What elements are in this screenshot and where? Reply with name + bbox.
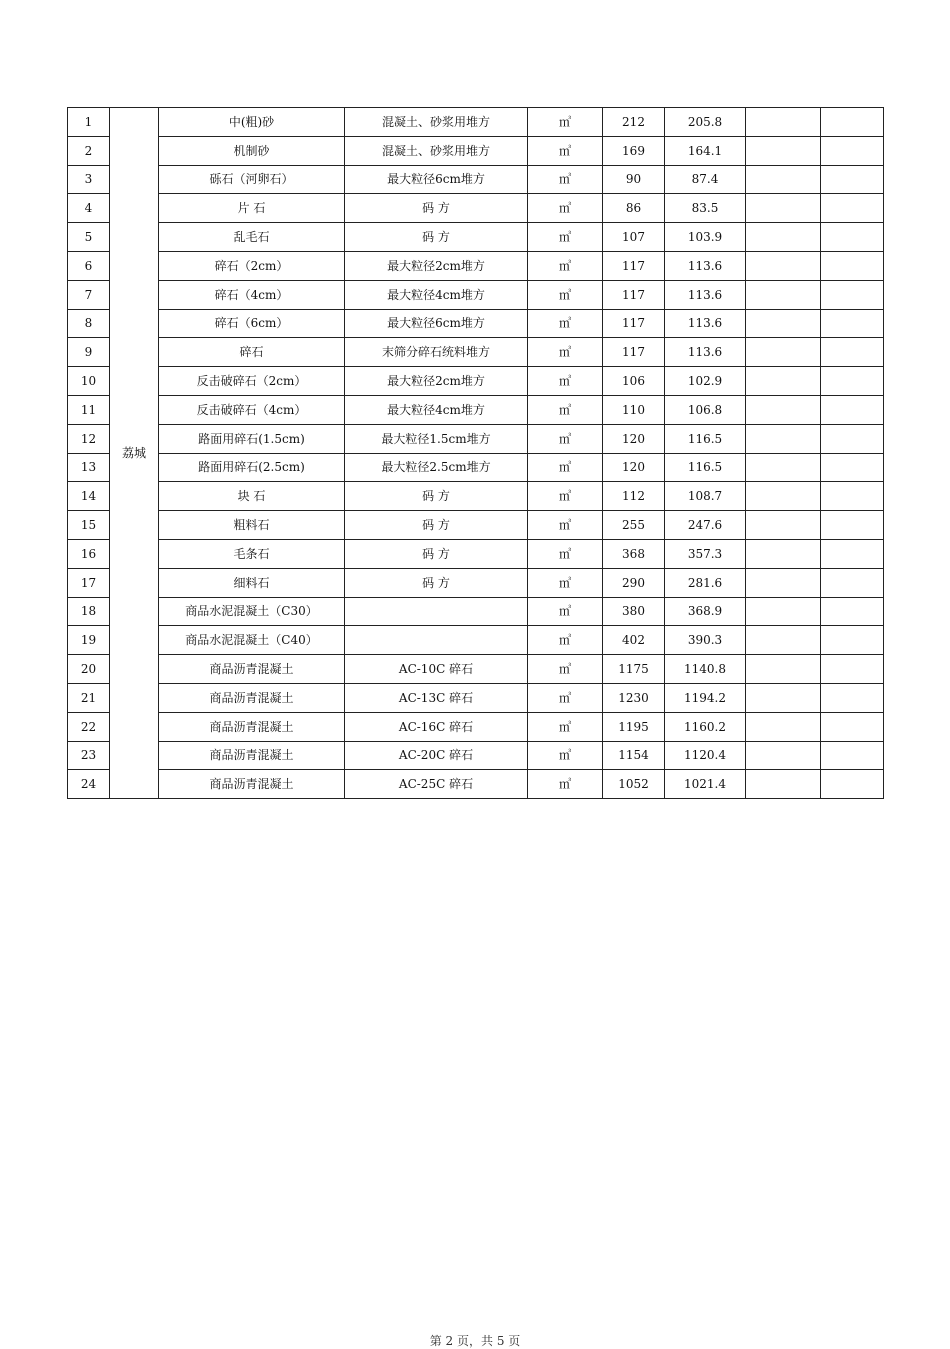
row-number-cell: 1 [68,108,110,137]
row-number-cell: 7 [68,280,110,309]
price-b-cell: 1160.2 [665,712,746,741]
extra-col-1-cell [746,683,821,712]
material-name-cell: 商品水泥混凝土（C30） [159,597,345,626]
unit-cell: ㎥ [528,223,603,252]
material-name-cell: 粗料石 [159,511,345,540]
table-row [68,511,884,540]
material-spec-cell: 末筛分碎石统料堆方 [345,338,528,367]
price-a-cell: 86 [603,194,665,223]
material-name-cell: 商品水泥混凝土（C40） [159,626,345,655]
material-name-cell: 反击破碎石（2cm） [159,367,345,396]
extra-col-2-cell [821,683,884,712]
price-a-cell: 117 [603,309,665,338]
row-number-cell: 5 [68,223,110,252]
row-number-cell: 3 [68,165,110,194]
price-a-cell: 380 [603,597,665,626]
unit-cell: ㎥ [528,194,603,223]
unit-cell: ㎥ [528,712,603,741]
extra-col-2-cell [821,251,884,280]
material-spec-cell: 混凝土、砂浆用堆方 [345,108,528,137]
price-b-cell: 1140.8 [665,655,746,684]
material-spec-cell: 码 方 [345,568,528,597]
extra-col-2-cell [821,223,884,252]
table-row [68,338,884,367]
material-name-cell: 片 石 [159,194,345,223]
extra-col-1-cell [746,712,821,741]
material-spec-cell: AC-20C 碎石 [345,741,528,770]
row-number-cell: 19 [68,626,110,655]
row-number-cell: 9 [68,338,110,367]
row-number-cell: 11 [68,395,110,424]
unit-cell: ㎥ [528,424,603,453]
material-spec-cell: 最大粒径6cm堆方 [345,309,528,338]
unit-cell: ㎥ [528,165,603,194]
unit-cell: ㎥ [528,683,603,712]
price-b-cell: 1120.4 [665,741,746,770]
extra-col-1-cell [746,108,821,137]
material-spec-cell: 最大粒径6cm堆方 [345,165,528,194]
extra-col-1-cell [746,223,821,252]
price-a-cell: 120 [603,424,665,453]
table-row [68,251,884,280]
row-number-cell: 12 [68,424,110,453]
price-b-cell: 113.6 [665,338,746,367]
material-spec-cell [345,597,528,626]
unit-cell: ㎥ [528,568,603,597]
extra-col-1-cell [746,136,821,165]
price-a-cell: 120 [603,453,665,482]
extra-col-2-cell [821,568,884,597]
extra-col-1-cell [746,280,821,309]
price-a-cell: 1175 [603,655,665,684]
material-name-cell: 商品沥青混凝土 [159,712,345,741]
price-a-cell: 402 [603,626,665,655]
row-number-cell: 4 [68,194,110,223]
table-row [68,626,884,655]
price-b-cell: 108.7 [665,482,746,511]
extra-col-2-cell [821,482,884,511]
material-name-cell: 商品沥青混凝土 [159,770,345,799]
table-row [68,367,884,396]
unit-cell: ㎥ [528,251,603,280]
price-b-cell: 103.9 [665,223,746,252]
row-number-cell: 18 [68,597,110,626]
material-price-table [67,107,884,799]
table-row [68,108,884,137]
material-spec-cell: 混凝土、砂浆用堆方 [345,136,528,165]
table-row [68,194,884,223]
material-spec-cell: AC-10C 碎石 [345,655,528,684]
extra-col-1-cell [746,309,821,338]
price-b-cell: 113.6 [665,280,746,309]
price-b-cell: 106.8 [665,395,746,424]
extra-col-1-cell [746,482,821,511]
row-number-cell: 22 [68,712,110,741]
table-row [68,165,884,194]
price-a-cell: 169 [603,136,665,165]
row-number-cell: 10 [68,367,110,396]
extra-col-2-cell [821,655,884,684]
price-a-cell: 368 [603,539,665,568]
extra-col-1-cell [746,539,821,568]
page-footer: 第 2 页，共 5 页 [429,1334,521,1348]
extra-col-2-cell [821,539,884,568]
table-row [68,482,884,511]
material-name-cell: 碎石（4cm） [159,280,345,309]
table-row [68,568,884,597]
extra-col-1-cell [746,770,821,799]
price-b-cell: 390.3 [665,626,746,655]
table-row [68,712,884,741]
unit-cell: ㎥ [528,655,603,684]
price-a-cell: 212 [603,108,665,137]
table-row [68,223,884,252]
extra-col-2-cell [821,712,884,741]
unit-cell: ㎥ [528,395,603,424]
unit-cell: ㎥ [528,626,603,655]
row-number-cell: 8 [68,309,110,338]
price-a-cell: 255 [603,511,665,540]
extra-col-2-cell [821,597,884,626]
extra-col-2-cell [821,511,884,540]
price-a-cell: 107 [603,223,665,252]
price-a-cell: 117 [603,280,665,309]
row-number-cell: 21 [68,683,110,712]
extra-col-1-cell [746,395,821,424]
row-number-cell: 6 [68,251,110,280]
extra-col-2-cell [821,741,884,770]
material-name-cell: 商品沥青混凝土 [159,683,345,712]
price-b-cell: 281.6 [665,568,746,597]
unit-cell: ㎥ [528,108,603,137]
extra-col-1-cell [746,453,821,482]
table-row [68,597,884,626]
material-spec-cell: 码 方 [345,194,528,223]
extra-col-2-cell [821,136,884,165]
table-row [68,136,884,165]
price-b-cell: 1194.2 [665,683,746,712]
material-name-cell: 中(粗)砂 [159,108,345,137]
extra-col-2-cell [821,309,884,338]
extra-col-1-cell [746,194,821,223]
unit-cell: ㎥ [528,280,603,309]
material-spec-cell: 最大粒径4cm堆方 [345,395,528,424]
row-number-cell: 23 [68,741,110,770]
table-row [68,741,884,770]
price-a-cell: 90 [603,165,665,194]
row-number-cell: 13 [68,453,110,482]
material-name-cell: 毛条石 [159,539,345,568]
table-row [68,395,884,424]
price-a-cell: 1052 [603,770,665,799]
extra-col-1-cell [746,511,821,540]
material-name-cell: 反击破碎石（4cm） [159,395,345,424]
unit-cell: ㎥ [528,482,603,511]
unit-cell: ㎥ [528,338,603,367]
price-b-cell: 205.8 [665,108,746,137]
extra-col-1-cell [746,251,821,280]
price-a-cell: 110 [603,395,665,424]
row-number-cell: 24 [68,770,110,799]
material-name-cell: 乱毛石 [159,223,345,252]
unit-cell: ㎥ [528,741,603,770]
price-a-cell: 117 [603,251,665,280]
extra-col-2-cell [821,367,884,396]
extra-col-2-cell [821,770,884,799]
extra-col-1-cell [746,626,821,655]
row-number-cell: 14 [68,482,110,511]
extra-col-2-cell [821,453,884,482]
price-b-cell: 113.6 [665,251,746,280]
extra-col-2-cell [821,338,884,367]
price-a-cell: 117 [603,338,665,367]
material-spec-cell: 码 方 [345,223,528,252]
unit-cell: ㎥ [528,770,603,799]
material-spec-cell: 码 方 [345,511,528,540]
material-name-cell: 碎石 [159,338,345,367]
material-spec-cell: 最大粒径2cm堆方 [345,367,528,396]
extra-col-1-cell [746,741,821,770]
material-name-cell: 块 石 [159,482,345,511]
material-spec-cell: AC-13C 碎石 [345,683,528,712]
material-spec-cell: 码 方 [345,539,528,568]
table-row [68,539,884,568]
extra-col-2-cell [821,108,884,137]
price-b-cell: 113.6 [665,309,746,338]
table-row [68,280,884,309]
material-spec-cell: 最大粒径2cm堆方 [345,251,528,280]
table-row [68,424,884,453]
price-a-cell: 112 [603,482,665,511]
row-number-cell: 20 [68,655,110,684]
material-spec-cell: 码 方 [345,482,528,511]
extra-col-1-cell [746,338,821,367]
unit-cell: ㎥ [528,309,603,338]
extra-col-1-cell [746,165,821,194]
extra-col-2-cell [821,194,884,223]
price-a-cell: 1195 [603,712,665,741]
material-name-cell: 碎石（2cm） [159,251,345,280]
extra-col-1-cell [746,367,821,396]
row-number-cell: 2 [68,136,110,165]
price-b-cell: 83.5 [665,194,746,223]
material-name-cell: 路面用碎石(1.5cm) [159,424,345,453]
price-a-cell: 1154 [603,741,665,770]
material-spec-cell: AC-16C 碎石 [345,712,528,741]
extra-col-2-cell [821,626,884,655]
price-b-cell: 247.6 [665,511,746,540]
material-name-cell: 机制砂 [159,136,345,165]
row-number-cell: 15 [68,511,110,540]
price-b-cell: 1021.4 [665,770,746,799]
price-b-cell: 116.5 [665,424,746,453]
price-b-cell: 102.9 [665,367,746,396]
row-number-cell: 16 [68,539,110,568]
extra-col-2-cell [821,395,884,424]
material-spec-cell: 最大粒径1.5cm堆方 [345,424,528,453]
price-b-cell: 357.3 [665,539,746,568]
extra-col-1-cell [746,597,821,626]
price-b-cell: 116.5 [665,453,746,482]
extra-col-1-cell [746,655,821,684]
material-name-cell: 商品沥青混凝土 [159,655,345,684]
material-name-cell: 细料石 [159,568,345,597]
table-row [68,309,884,338]
row-number-cell: 17 [68,568,110,597]
price-a-cell: 290 [603,568,665,597]
table-row [68,655,884,684]
table-row [68,770,884,799]
unit-cell: ㎥ [528,597,603,626]
unit-cell: ㎥ [528,367,603,396]
extra-col-1-cell [746,424,821,453]
unit-cell: ㎥ [528,539,603,568]
unit-cell: ㎥ [528,511,603,540]
material-spec-cell: 最大粒径4cm堆方 [345,280,528,309]
price-b-cell: 368.9 [665,597,746,626]
material-spec-cell: 最大粒径2.5cm堆方 [345,453,528,482]
extra-col-2-cell [821,165,884,194]
extra-col-1-cell [746,568,821,597]
price-b-cell: 164.1 [665,136,746,165]
price-a-cell: 1230 [603,683,665,712]
unit-cell: ㎥ [528,453,603,482]
extra-col-2-cell [821,424,884,453]
table-row [68,453,884,482]
price-a-cell: 106 [603,367,665,396]
material-spec-cell [345,626,528,655]
extra-col-2-cell [821,280,884,309]
table-row [68,683,884,712]
material-name-cell: 碎石（6cm） [159,309,345,338]
material-name-cell: 砾石（河卵石） [159,165,345,194]
unit-cell: ㎥ [528,136,603,165]
material-spec-cell: AC-25C 碎石 [345,770,528,799]
region-cell: 荔城 [110,108,159,799]
table-body [68,108,884,799]
material-name-cell: 路面用碎石(2.5cm) [159,453,345,482]
material-name-cell: 商品沥青混凝土 [159,741,345,770]
price-b-cell: 87.4 [665,165,746,194]
